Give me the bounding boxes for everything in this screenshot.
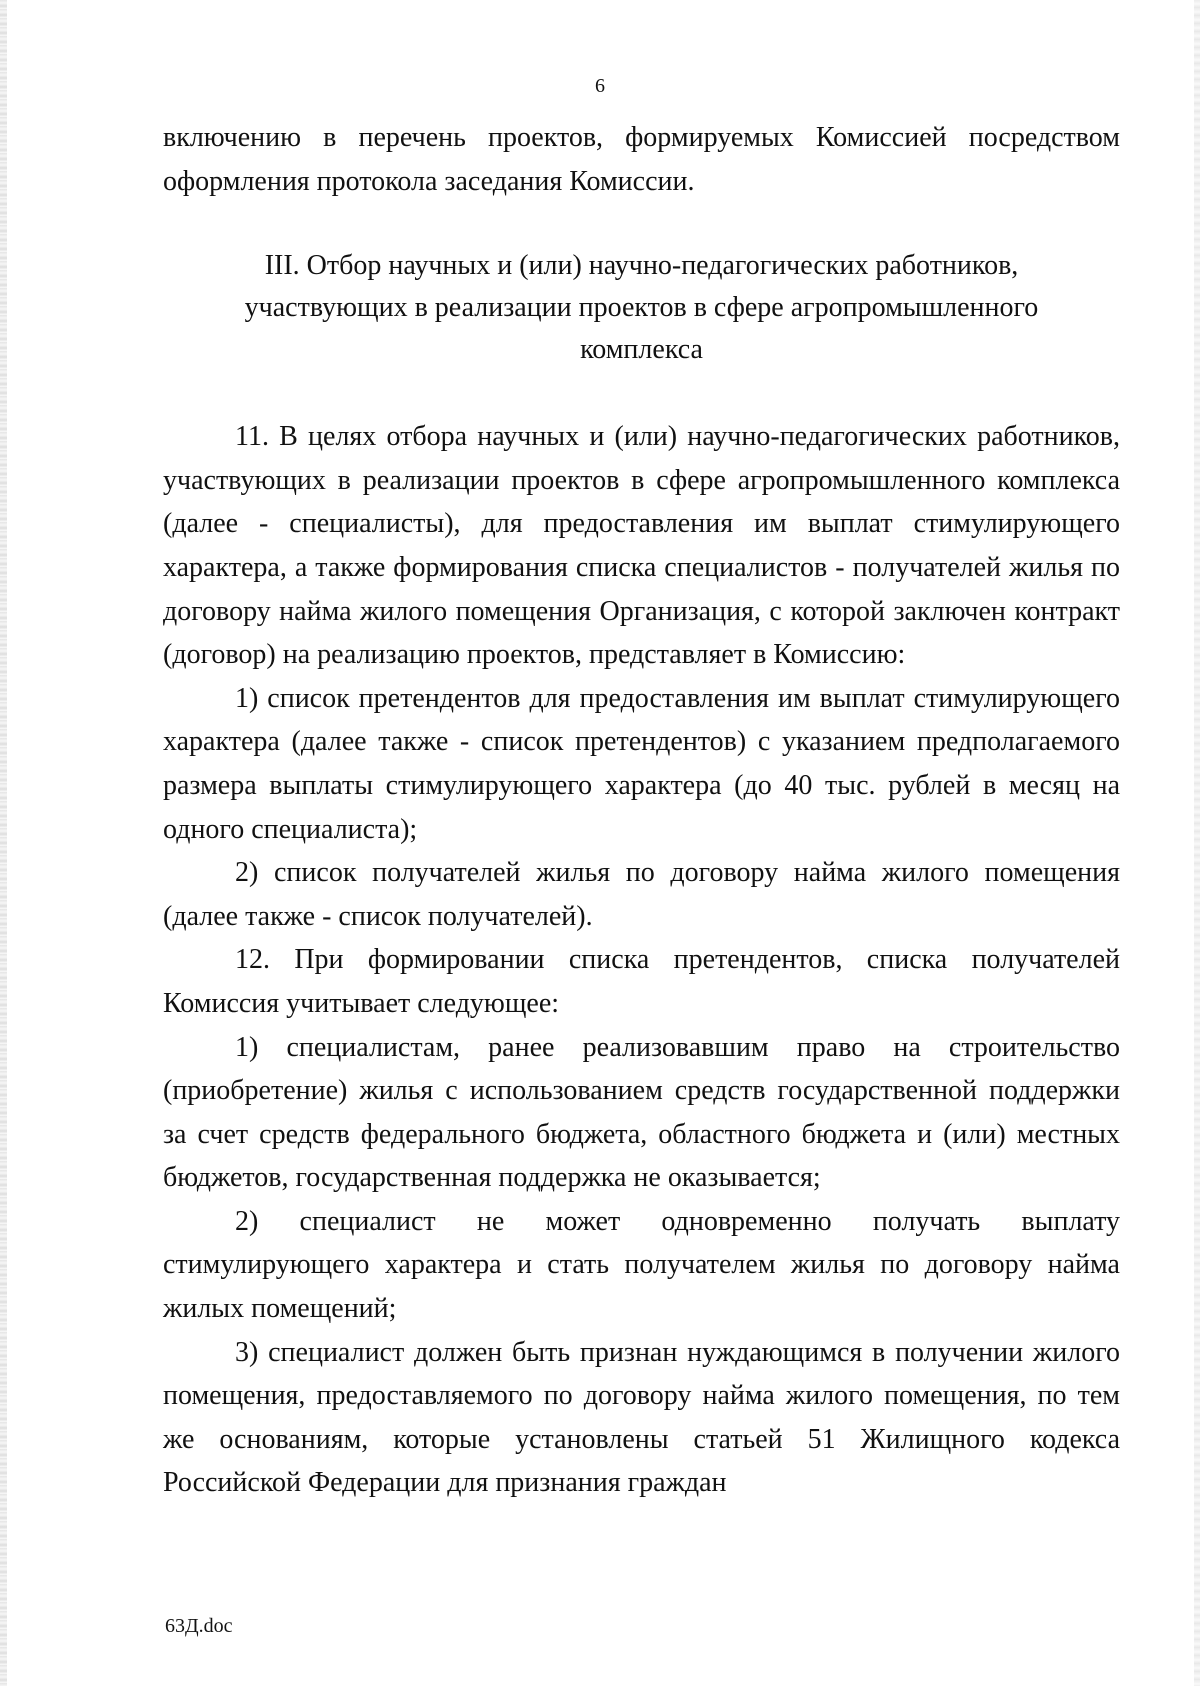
paragraph-11: 11. В целях отбора научных и (или) научно-педагогических работников, участвующих в реализации проектов в сфере агропромышленного комплекса (далее - специалисты), для предоставления им выплат стимулирующего характера, а также формирования списка специалистов - получателей жилья по договору найма жилого помещения Организация, с которой заключен контракт (договор) на реализацию проектов, представляет в Комиссию: (163, 421, 1120, 671)
section-heading-line-2: участвующих в реализации проектов в сфере агропромышленного (244, 292, 1039, 324)
document-body (163, 116, 1120, 1505)
paragraph-12-item-2: 2) специалист не может одновременно получать выплату стимулирующего характера и стать получателем жилья по договору найма жилых помещений; (163, 1205, 1120, 1325)
paragraph-11-item-1: 1) список претендентов для предоставления им выплат стимулирующего характера (далее также - список претендентов) с указанием предполагаемого размера выплаты стимулирующего характера (до 40 тыс. рублей в месяц на одного специалиста); (163, 682, 1120, 845)
scan-edge-right (1194, 0, 1200, 1686)
paragraph-12-item-3: 3) специалист должен быть признан нуждающимся в получении жилого помещения, предоставляемого по договору найма жилого помещения, по тем же основаниям, которые установлены статьей 51 Жилищного кодекса Российской Федерации для признания граждан (163, 1336, 1120, 1499)
scan-edge-left (0, 0, 7, 1686)
section-heading-line-3: комплекса (580, 334, 703, 366)
footer-filename: 63Д.doc (165, 1615, 233, 1637)
paragraph-12: 12. При формировании списка претендентов, списка получателей Комиссия учитывает следующее: (163, 944, 1120, 1019)
page-number: 6 (595, 75, 605, 97)
paragraph-continuation: включению в перечень проектов, формируемых Комиссией посредством оформления протокола заседания Комиссии. (163, 122, 1120, 197)
paragraph-11-item-2: 2) список получателей жилья по договору найма жилого помещения (далее также - список получателей). (163, 857, 1120, 932)
paragraph-12-item-1: 1) специалистам, ранее реализовавшим право на строительство (приобретение) жилья с использованием средств государственной поддержки за счет средств федерального бюджета, областного бюджета и (или) местных бюджетов, государственная поддержка не оказывается; (163, 1031, 1120, 1194)
section-heading (163, 245, 1120, 371)
section-heading-line-1: III. Отбор научных и (или) научно-педагогических работников, (264, 250, 1019, 282)
